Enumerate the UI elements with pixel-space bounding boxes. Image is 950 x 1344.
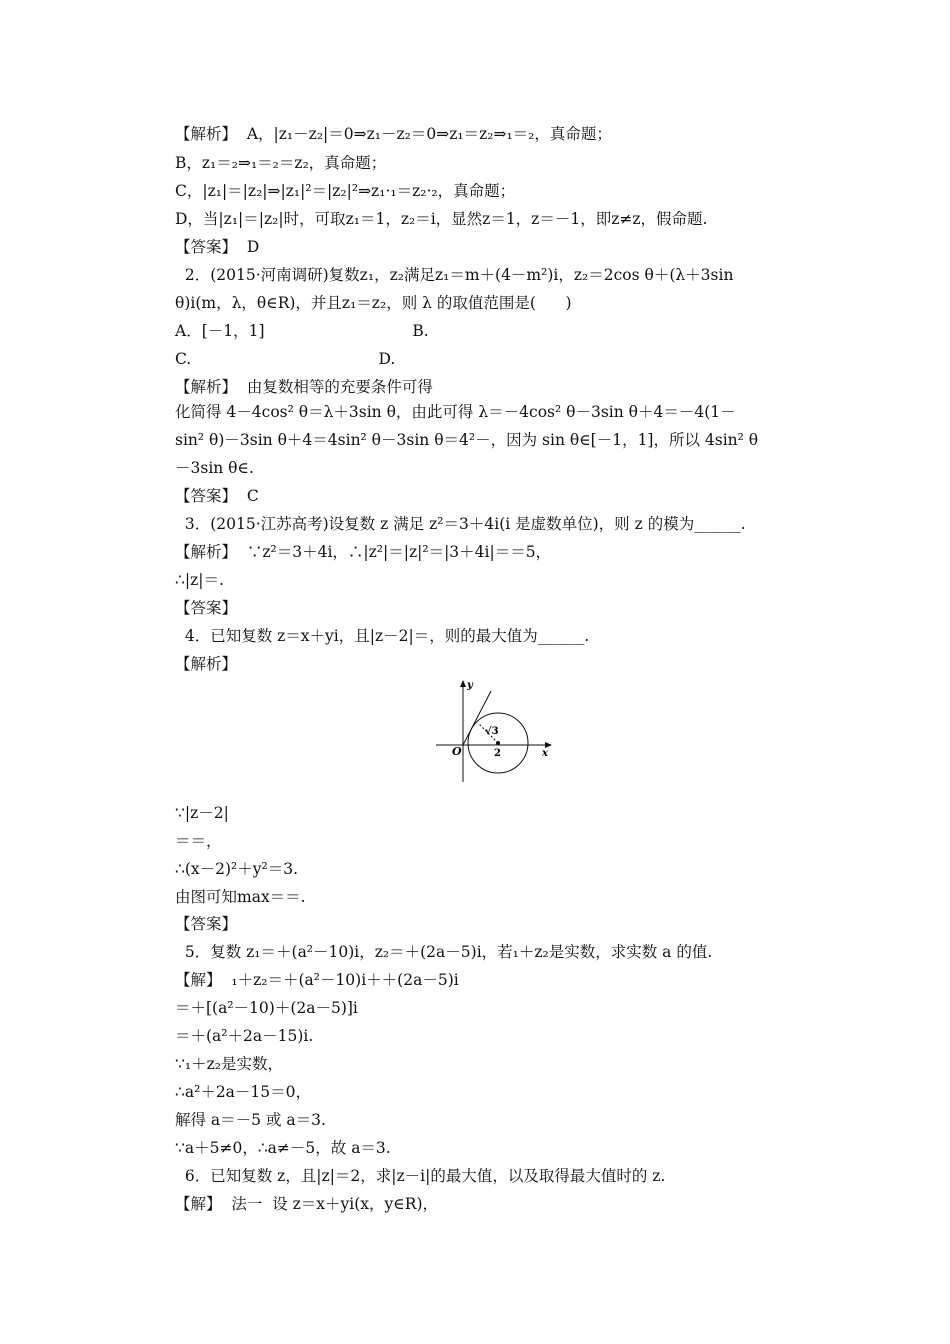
text-line: ∴|z|＝. [175,571,224,589]
text-line: －3sin θ∈. [175,459,254,477]
text-line: 【解析】 [175,655,238,673]
text-line: ＝＋(a²＋2a－15)i. [175,1027,314,1045]
text-line: 3．(2015·江苏高考)设复数 z 满足 z²＝3＋4i(i 是虚数单位)，则 z 的模为______. [175,515,746,533]
text-line: 【答案】 C [175,487,259,505]
text-line: 【解】 法一 设 z＝x＋yi(x，y∈R)， [175,1195,438,1213]
text-line: θ)i(m，λ，θ∈R)，并且z₁＝z₂，则 λ 的取值范围是( ) [175,294,572,312]
text-line: 【答案】 D [175,238,260,256]
text-line: ∵a＋5≠0，∴a≠－5，故 a＝3. [175,1139,391,1157]
text-line: B，z₁＝₂⇒₁＝₂＝z₂，真命题； [175,154,387,172]
text-line: 4．已知复数 z＝x＋yi，且|z－2|＝，则的最大值为______. [175,627,590,645]
y-axis-arrow-icon [460,680,466,687]
text-line: A．[－1，1] B. [175,322,429,340]
text-line: 2．(2015·河南调研)复数z₁，z₂满足z₁＝m＋(4－m²)i，z₂＝2cos θ＋(λ＋3sin [175,266,734,284]
text-line: C. D. [175,350,396,368]
y-axis-label: y [467,680,473,691]
text-line: ∴a²＋2a－15＝0， [175,1083,312,1101]
circle-figure [430,676,560,786]
text-line: ∴(x－2)²＋y²＝3. [175,860,299,878]
origin-label: O [452,745,462,758]
text-line: 【解析】 由复数相等的充要条件可得 [175,378,433,396]
text-line: ∵₁＋z₂是实数， [175,1055,283,1073]
text-line: 5．复数 z₁＝＋(a²－10)i，z₂＝＋(2a－5)i，若₁＋z₂是实数，求实数 a 的值. [175,943,713,961]
text-line: D，当|z₁|＝|z₂|时，可取z₁＝1，z₂＝i，显然z＝1，z＝－1，即z≠z，假命题. [175,210,708,228]
text-line: 由图可知max＝＝. [175,888,306,906]
text-line: 【答案】 [175,599,238,617]
radius-label: √3 [485,726,499,737]
text-line: 解得 a＝－5 或 a＝3. [175,1111,326,1129]
x-axis-label: x [542,748,548,759]
text-line: ∵|z－2| [175,804,229,822]
center-label: 2 [494,748,501,759]
text-line: 6．已知复数 z，且|z|＝2，求|z－i|的最大值，以及取得最大值时的 z. [175,1167,666,1185]
text-line: sin² θ)－3sin θ＋4＝4sin² θ－3sin θ＝4²－，因为 sin θ∈[－1，1]，所以 4sin² θ [175,431,759,449]
text-line: 【解析】 A，|z₁－z₂|＝0⇒z₁－z₂＝0⇒z₁＝z₂⇒₁＝₂，真命题； [175,125,612,143]
text-line: C，|z₁|＝|z₂|⇒|z₁|²＝|z₂|²⇒z₁·₁＝z₂·₂，真命题； [175,182,516,200]
text-line: ＝＝， [175,832,222,850]
text-line: 【答案】 [175,915,238,933]
text-line: 化简得 4－4cos² θ＝λ＋3sin θ，由此可得 λ＝－4cos² θ－3sin θ＋4＝－4(1－ [175,403,736,421]
text-line: 【解析】 ∵z²＝3＋4i，∴|z²|＝|z|²＝|3＋4i|＝＝5， [175,543,552,561]
text-line: ＝＋[(a²－10)＋(2a－5)]i [175,999,358,1017]
text-line: 【解】 ₁＋z₂＝＋(a²－10)i＋＋(2a－5)i [175,971,459,989]
